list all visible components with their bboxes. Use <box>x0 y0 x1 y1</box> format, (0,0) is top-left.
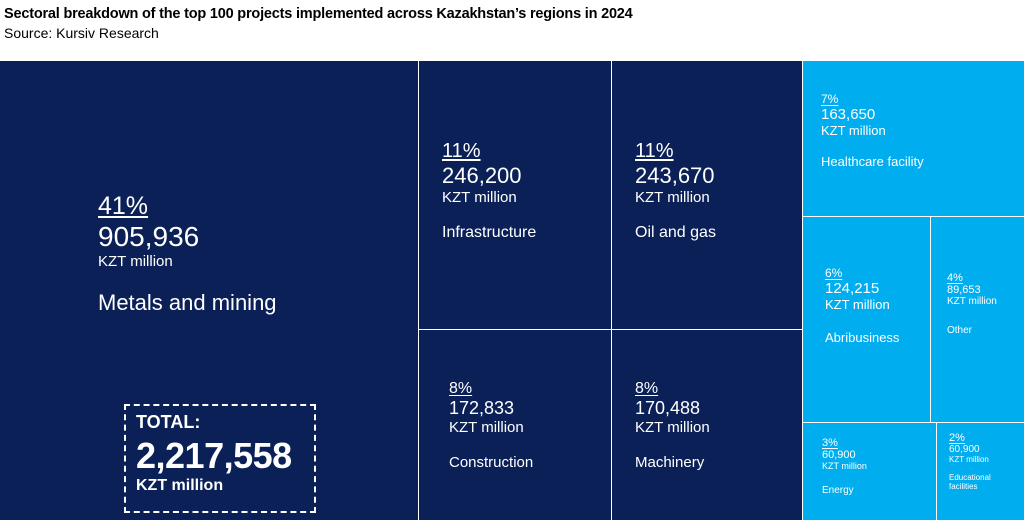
total-value: 2,217,558 <box>136 435 292 476</box>
tile-unit: KZT million <box>825 297 890 312</box>
tile-label <box>947 272 997 336</box>
tile-value: 124,215 <box>825 280 880 297</box>
tile-value: 60,900 <box>822 449 856 461</box>
tile-label <box>821 92 924 169</box>
tile-category: Oil and gas <box>635 224 716 241</box>
tile-category: Construction <box>449 454 534 471</box>
tile-unit: KZT million <box>442 189 517 206</box>
tile-category: Machinery <box>635 454 705 471</box>
tile-value: 170,488 <box>635 398 701 418</box>
tile-label <box>442 140 536 242</box>
tile-value: 243,670 <box>635 163 715 188</box>
tile-label <box>635 380 710 471</box>
tile-label <box>635 140 716 242</box>
total-box <box>124 404 316 513</box>
tile-share: 8% <box>449 380 473 397</box>
tile-unit: KZT million <box>98 253 173 270</box>
tile-value: 163,650 <box>821 106 876 123</box>
tile-unit: KZT million <box>822 461 867 471</box>
tile-value: 246,200 <box>442 163 522 188</box>
tile-share: 6% <box>825 266 843 280</box>
tile-value: 60,900 <box>949 444 980 455</box>
tile-category: Abribusiness <box>825 330 900 345</box>
tile-category: Other <box>947 325 973 336</box>
tile-share: 41% <box>98 192 149 220</box>
chart-title: Sectoral breakdown of the top 100 projects implemented across Kazakhstan’s regions in 2024 <box>4 6 633 22</box>
tile-unit: KZT million <box>947 296 997 307</box>
tile-share: 4% <box>947 272 963 284</box>
tile-label <box>822 437 867 496</box>
total-unit: KZT million <box>136 477 224 494</box>
tile-label <box>825 266 899 345</box>
tile-label <box>449 380 533 471</box>
tile-unit: KZT million <box>449 419 524 436</box>
tile-category: Infrastructure <box>442 224 537 241</box>
tile-share: 7% <box>821 92 839 106</box>
tile-share: 2% <box>949 432 965 444</box>
tile-category: Energy <box>822 485 854 496</box>
tile-category: Educational facilities <box>949 473 991 491</box>
tile-unit: KZT million <box>949 455 989 464</box>
tile-label <box>949 432 1009 492</box>
tile-value: 905,936 <box>98 221 200 252</box>
total-label: TOTAL: <box>136 412 201 432</box>
tile-share: 8% <box>635 380 659 397</box>
tile-category: Metals and mining <box>98 290 277 315</box>
tile-unit: KZT million <box>635 419 710 436</box>
tile-label <box>98 192 277 316</box>
tile-share: 3% <box>822 437 838 449</box>
tile-share: 11% <box>442 140 481 162</box>
tile-category: Healthcare facility <box>821 154 924 169</box>
tile-value: 89,653 <box>947 284 981 296</box>
tile-share: 11% <box>635 140 674 162</box>
tile-unit: KZT million <box>821 123 886 138</box>
tile-unit: KZT million <box>635 189 710 206</box>
tile-value: 172,833 <box>449 398 515 418</box>
chart-source: Source: Kursiv Research <box>4 25 159 41</box>
